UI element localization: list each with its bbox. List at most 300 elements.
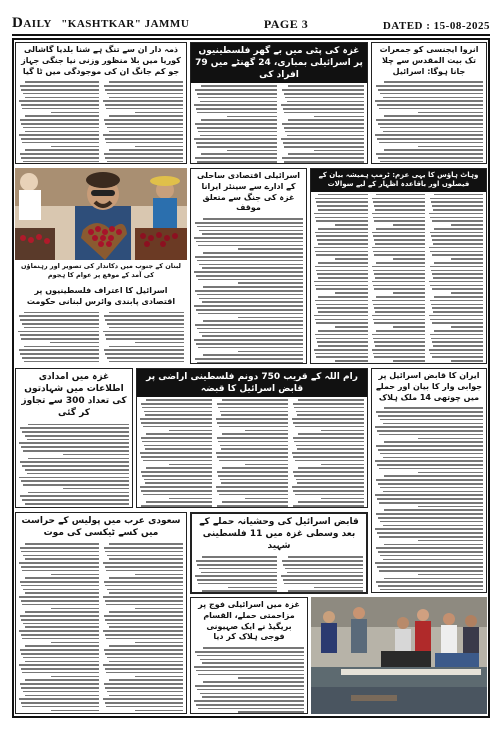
article-right-mid bbox=[310, 168, 487, 364]
text-line bbox=[135, 112, 183, 114]
text-line bbox=[375, 277, 425, 279]
text-line bbox=[315, 251, 368, 253]
text-line bbox=[373, 201, 425, 203]
text-line bbox=[106, 672, 183, 674]
text-line bbox=[377, 566, 483, 568]
text-line bbox=[109, 346, 184, 348]
text-line bbox=[20, 319, 99, 321]
text-line bbox=[292, 418, 364, 420]
text-line bbox=[380, 453, 483, 455]
text-line bbox=[103, 331, 184, 333]
text-line bbox=[318, 277, 368, 279]
article-body bbox=[194, 218, 303, 364]
text-line bbox=[430, 198, 483, 200]
text-line bbox=[433, 311, 483, 313]
text-line bbox=[141, 471, 212, 473]
text-line bbox=[376, 85, 483, 87]
text-line bbox=[297, 414, 364, 416]
text-line bbox=[429, 315, 483, 317]
text-line bbox=[20, 495, 129, 497]
text-line bbox=[109, 679, 183, 681]
text-line bbox=[196, 343, 303, 345]
text-line bbox=[373, 304, 425, 306]
text-line bbox=[282, 123, 364, 125]
text-line bbox=[316, 235, 368, 237]
article-body bbox=[18, 312, 184, 362]
text-line bbox=[294, 441, 364, 443]
text-line bbox=[314, 213, 368, 215]
text-line bbox=[451, 258, 483, 260]
text-line bbox=[377, 430, 483, 432]
text-line bbox=[104, 683, 183, 685]
text-line bbox=[109, 558, 183, 560]
text-line bbox=[25, 558, 99, 560]
text-line bbox=[316, 201, 368, 203]
text-line bbox=[105, 566, 183, 568]
text-line bbox=[314, 247, 368, 249]
text-line bbox=[372, 213, 426, 215]
text-line bbox=[197, 127, 278, 129]
text-line bbox=[27, 473, 129, 475]
text-line bbox=[335, 224, 367, 226]
text-line bbox=[379, 536, 483, 538]
text-line bbox=[21, 104, 99, 106]
market-photo-caption: لبنان کے جنوب میں دکاندار کی تصویر اور رہنماؤں کی آمد کے موقع پر عوام کا ہجوم bbox=[21, 262, 181, 279]
text-line bbox=[105, 600, 183, 602]
text-line bbox=[296, 411, 364, 413]
text-line bbox=[432, 307, 483, 309]
text-line bbox=[141, 422, 212, 424]
article-top-right bbox=[371, 42, 487, 164]
text-line bbox=[199, 332, 303, 334]
text-line bbox=[196, 142, 277, 144]
text-line bbox=[105, 687, 183, 689]
text-line bbox=[202, 335, 303, 337]
text-line bbox=[432, 356, 484, 358]
text-line bbox=[140, 418, 212, 420]
text-line bbox=[141, 437, 212, 439]
text-line bbox=[217, 471, 288, 473]
text-line bbox=[25, 695, 99, 697]
text-line bbox=[202, 233, 303, 235]
text-line bbox=[373, 251, 426, 253]
text-line bbox=[25, 469, 130, 471]
text-line bbox=[21, 619, 99, 621]
text-line bbox=[378, 585, 483, 587]
text-line bbox=[293, 422, 364, 424]
text-line bbox=[195, 685, 304, 687]
text-line bbox=[375, 134, 483, 136]
text-line bbox=[198, 313, 303, 315]
text-line bbox=[51, 642, 99, 644]
text-line bbox=[146, 399, 212, 401]
headline: غزہ میں اسرائیلی فوج پر مزاحمتی حملے، القسام بریگیڈ نے ایک صہیونی فوجی ہلاک کر دیا bbox=[198, 600, 300, 642]
text-line bbox=[384, 441, 483, 443]
text-line bbox=[22, 323, 99, 325]
text-line bbox=[372, 281, 426, 283]
text-line bbox=[195, 157, 277, 159]
text-line bbox=[335, 292, 367, 294]
text-line bbox=[104, 315, 184, 317]
article-saudi bbox=[15, 512, 187, 714]
text-line bbox=[201, 119, 277, 121]
text-line bbox=[374, 307, 425, 309]
text-line bbox=[145, 448, 212, 450]
text-line bbox=[238, 282, 303, 284]
text-line bbox=[20, 334, 99, 336]
article-body bbox=[19, 424, 129, 508]
text-line bbox=[25, 81, 99, 83]
text-line bbox=[197, 362, 303, 364]
headline: ذمہ دار ان سے تنگ ہے شنا بلدیا گاشالی کوریا میں بلا منظور وزنی نیا جنگی جہاز جو کم جانگ ان کی موجودگی میں ٹا گیا bbox=[21, 45, 181, 76]
text-line bbox=[380, 555, 483, 557]
text-line bbox=[318, 296, 367, 298]
text-line bbox=[375, 562, 483, 564]
text-line bbox=[197, 161, 278, 163]
text-line bbox=[21, 653, 99, 655]
article-left-mid bbox=[15, 284, 187, 362]
text-line bbox=[21, 446, 129, 448]
text-line bbox=[103, 698, 183, 700]
text-line bbox=[314, 349, 368, 351]
text-line bbox=[315, 217, 368, 219]
text-line bbox=[23, 657, 99, 659]
text-line bbox=[28, 424, 129, 426]
text-line bbox=[107, 127, 183, 129]
text-line bbox=[106, 638, 183, 640]
text-line bbox=[141, 456, 212, 458]
text-line bbox=[22, 672, 99, 674]
article-body bbox=[314, 194, 483, 364]
text-line bbox=[379, 468, 483, 470]
text-line bbox=[287, 135, 364, 137]
text-line bbox=[196, 108, 277, 110]
text-line bbox=[383, 559, 483, 561]
text-line bbox=[376, 513, 483, 515]
headline: وہاٹ ہاؤس کا یہی عزم: ٹرمپ ہمیشہ بیان کے فیصلوں اور باقاعدہ اظہار کے لیے سوالات bbox=[311, 169, 486, 192]
text-line bbox=[376, 228, 425, 230]
text-line bbox=[314, 281, 368, 283]
text-line bbox=[372, 198, 425, 200]
text-line bbox=[202, 556, 277, 558]
text-line bbox=[196, 309, 303, 311]
text-line bbox=[376, 330, 425, 332]
text-line bbox=[135, 146, 183, 148]
text-line bbox=[374, 205, 425, 207]
text-line bbox=[376, 194, 425, 196]
text-line bbox=[21, 566, 99, 568]
text-line bbox=[283, 142, 364, 144]
text-line bbox=[284, 127, 365, 129]
text-line bbox=[196, 241, 303, 243]
text-line bbox=[140, 452, 212, 454]
text-line bbox=[25, 503, 130, 505]
article-bottom-mid bbox=[190, 597, 308, 714]
text-line bbox=[23, 484, 129, 486]
text-line bbox=[21, 634, 99, 636]
text-line bbox=[315, 353, 368, 355]
text-line bbox=[140, 486, 212, 488]
text-line bbox=[374, 288, 426, 290]
text-line bbox=[314, 150, 364, 152]
text-line bbox=[195, 89, 277, 91]
headline: انروا ایجنسی کو جمعرات تک بیت المقدس سے چلا جانا ہوگا: اسرائیل bbox=[379, 45, 479, 76]
text-line bbox=[195, 575, 277, 577]
text-line bbox=[144, 411, 212, 413]
text-line bbox=[104, 649, 183, 651]
text-line bbox=[318, 345, 368, 347]
text-line bbox=[377, 464, 483, 466]
text-line bbox=[222, 399, 288, 401]
text-line bbox=[51, 676, 99, 678]
text-line bbox=[135, 342, 184, 344]
text-line bbox=[376, 581, 483, 583]
text-line bbox=[109, 645, 183, 647]
text-line bbox=[19, 477, 129, 479]
text-line bbox=[430, 232, 483, 234]
text-line bbox=[109, 661, 183, 663]
text-line bbox=[51, 146, 99, 148]
text-line bbox=[314, 587, 363, 589]
text-line bbox=[384, 407, 483, 409]
text-line bbox=[105, 157, 183, 159]
text-line bbox=[22, 357, 99, 359]
text-line bbox=[379, 108, 483, 110]
text-line bbox=[135, 574, 183, 576]
text-line bbox=[317, 307, 368, 309]
text-line bbox=[221, 414, 288, 416]
text-line bbox=[374, 322, 426, 324]
text-line bbox=[373, 285, 426, 287]
text-line bbox=[24, 312, 99, 314]
text-line bbox=[197, 93, 278, 95]
text-line bbox=[198, 708, 304, 710]
text-line bbox=[200, 659, 305, 661]
text-line bbox=[109, 361, 184, 362]
text-line bbox=[292, 486, 364, 488]
text-line bbox=[20, 353, 99, 355]
text-line bbox=[318, 262, 367, 264]
text-line bbox=[195, 651, 304, 653]
text-line bbox=[18, 331, 99, 333]
text-line bbox=[105, 123, 183, 125]
text-line bbox=[314, 315, 368, 317]
text-line bbox=[429, 247, 483, 249]
text-line bbox=[374, 239, 425, 241]
text-line bbox=[451, 360, 483, 362]
text-line bbox=[288, 153, 364, 155]
text-line bbox=[20, 581, 99, 583]
text-line bbox=[20, 119, 99, 121]
text-line bbox=[105, 585, 183, 587]
text-line bbox=[372, 315, 426, 317]
text-line bbox=[105, 653, 183, 655]
text-line bbox=[297, 482, 364, 484]
text-line bbox=[321, 430, 364, 432]
text-line bbox=[293, 490, 364, 492]
text-line bbox=[451, 326, 483, 328]
text-line bbox=[25, 577, 99, 579]
text-line bbox=[142, 475, 212, 477]
text-line bbox=[203, 647, 304, 649]
article-body bbox=[19, 543, 183, 714]
text-line bbox=[375, 494, 483, 496]
text-line bbox=[418, 540, 483, 542]
text-line bbox=[103, 100, 183, 102]
article-body bbox=[195, 556, 363, 594]
text-line bbox=[19, 100, 99, 102]
text-line bbox=[316, 304, 368, 306]
text-line bbox=[23, 93, 99, 95]
text-line bbox=[284, 146, 364, 148]
text-line bbox=[107, 555, 183, 557]
text-line bbox=[217, 403, 288, 405]
text-line bbox=[377, 138, 483, 140]
text-line bbox=[372, 349, 426, 351]
text-line bbox=[143, 426, 212, 428]
text-line bbox=[219, 460, 288, 462]
text-line bbox=[141, 403, 212, 405]
text-line bbox=[25, 661, 99, 663]
text-line bbox=[202, 301, 303, 303]
text-line bbox=[25, 115, 99, 117]
text-line bbox=[19, 698, 99, 700]
text-line bbox=[22, 706, 99, 708]
text-line bbox=[418, 146, 483, 148]
text-line bbox=[372, 266, 425, 268]
text-line bbox=[293, 471, 364, 473]
text-line bbox=[105, 319, 184, 321]
text-line bbox=[25, 592, 99, 594]
text-line bbox=[288, 119, 364, 121]
text-line bbox=[220, 411, 288, 413]
text-line bbox=[199, 568, 277, 570]
text-line bbox=[380, 161, 483, 163]
text-line bbox=[433, 209, 483, 211]
text-line bbox=[107, 161, 183, 163]
text-line bbox=[318, 228, 367, 230]
text-line bbox=[25, 611, 99, 613]
text-line bbox=[432, 205, 483, 207]
text-line bbox=[202, 590, 277, 592]
text-line bbox=[432, 273, 483, 275]
headline: غزہ کی پٹی میں بے گھر فلسطینیوں پر اسرائیلی بمباری، 24 گھنٹے میں 79 افراد کی bbox=[191, 43, 367, 83]
text-line bbox=[373, 353, 426, 355]
text-line bbox=[217, 422, 288, 424]
text-line bbox=[135, 642, 183, 644]
text-line bbox=[378, 123, 483, 125]
text-line bbox=[378, 89, 483, 91]
text-line bbox=[222, 433, 288, 435]
text-line bbox=[105, 89, 183, 91]
headline: ایران کا قابض اسرائیل پر جوابی وار کا بیان اور حملے میں چوتھی 14 ملک ہلاک bbox=[375, 371, 483, 402]
text-line bbox=[285, 97, 364, 99]
text-line bbox=[314, 116, 364, 118]
text-line bbox=[429, 213, 483, 215]
text-line bbox=[380, 93, 483, 95]
text-line bbox=[375, 426, 483, 428]
text-line bbox=[384, 509, 483, 511]
article-center-mid bbox=[190, 168, 307, 364]
text-line bbox=[431, 201, 483, 203]
text-line bbox=[318, 311, 368, 313]
text-line bbox=[293, 505, 364, 507]
text-line bbox=[104, 349, 184, 351]
text-line bbox=[316, 356, 368, 358]
text-line bbox=[135, 710, 183, 712]
text-line bbox=[23, 555, 99, 557]
text-line bbox=[22, 431, 129, 433]
text-line bbox=[284, 93, 365, 95]
text-line bbox=[316, 322, 368, 324]
text-line bbox=[315, 319, 368, 321]
dated-label: DATED : 15-08-2025 bbox=[382, 20, 490, 32]
text-line bbox=[375, 460, 483, 462]
text-line bbox=[321, 498, 364, 500]
text-line bbox=[28, 492, 129, 494]
text-line bbox=[25, 149, 99, 151]
text-line bbox=[285, 131, 364, 133]
text-line bbox=[432, 288, 484, 290]
text-line bbox=[20, 461, 129, 463]
text-line bbox=[374, 356, 426, 358]
text-line bbox=[295, 494, 364, 496]
text-line bbox=[194, 305, 303, 307]
text-line bbox=[375, 209, 425, 211]
text-line bbox=[376, 296, 425, 298]
text-line bbox=[451, 292, 483, 294]
text-line bbox=[284, 112, 364, 114]
text-line bbox=[296, 479, 364, 481]
text-line bbox=[431, 338, 483, 340]
text-line bbox=[316, 270, 368, 272]
text-line bbox=[198, 245, 303, 247]
text-line bbox=[144, 445, 212, 447]
text-line bbox=[298, 399, 364, 401]
text-line bbox=[317, 239, 368, 241]
text-line bbox=[383, 97, 483, 99]
text-line bbox=[383, 457, 483, 459]
text-line bbox=[194, 339, 303, 341]
text-line bbox=[142, 407, 212, 409]
text-line bbox=[317, 273, 368, 275]
text-line bbox=[220, 445, 288, 447]
text-line bbox=[197, 226, 303, 228]
text-line bbox=[373, 217, 426, 219]
article-body bbox=[194, 85, 364, 164]
text-line bbox=[106, 604, 183, 606]
text-line bbox=[281, 575, 363, 577]
text-line bbox=[105, 104, 183, 106]
text-line bbox=[374, 341, 425, 343]
text-line bbox=[21, 687, 99, 689]
headline: غزہ میں امدادی اطلاعات میں شہادتوں کی تعداد 300 سے تجاوز کر گئی bbox=[21, 372, 127, 419]
text-line bbox=[21, 551, 99, 553]
text-line bbox=[288, 590, 363, 592]
text-line bbox=[202, 696, 304, 698]
text-line bbox=[145, 414, 212, 416]
text-line bbox=[19, 315, 99, 317]
text-line bbox=[220, 479, 288, 481]
headline: سعودی عرب میں پولیس کے حراست میں کسے ٹیکسی کی موت bbox=[21, 516, 181, 539]
text-line bbox=[21, 600, 99, 602]
text-line bbox=[20, 615, 99, 617]
text-line bbox=[169, 464, 212, 466]
text-line bbox=[28, 458, 129, 460]
text-line bbox=[315, 198, 368, 200]
text-line bbox=[109, 577, 183, 579]
text-line bbox=[196, 704, 304, 706]
